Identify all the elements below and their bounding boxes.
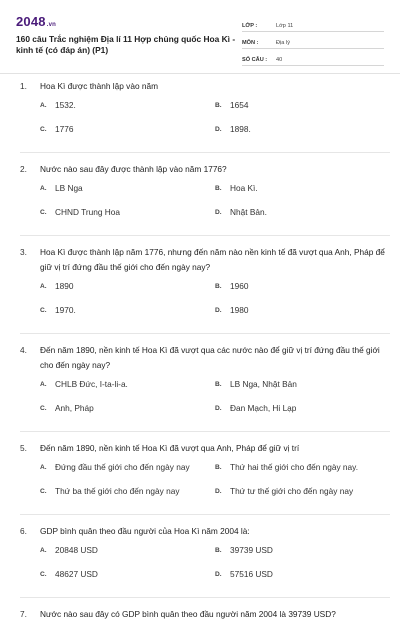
meta-panel (242, 16, 384, 67)
meta-label: LỚP : (242, 23, 258, 29)
option-c[interactable] (40, 484, 215, 508)
option-text: 1970. (55, 305, 76, 315)
option-text: 39739 USD (230, 545, 273, 555)
option-text: 1654 (230, 100, 249, 110)
question-number: 3. (20, 247, 27, 257)
meta-row-count (242, 50, 384, 66)
logo-suffix: .vn (46, 22, 57, 28)
option-b[interactable] (215, 543, 390, 567)
meta-row-subject (242, 33, 384, 49)
question-number: 2. (20, 164, 27, 174)
option-letter: D. (215, 571, 222, 578)
option-text: LB Nga, Nhật Bản (230, 379, 297, 389)
question-text: Đến năm 1890, nền kinh tế Hoa Kì đã vượt qua các nước nào để giữ vị trí đứng đầu thế giới cho đến ngày nay? (40, 345, 380, 370)
option-a[interactable] (40, 98, 215, 122)
meta-row-class (242, 16, 384, 32)
option-letter: A. (40, 547, 47, 554)
question-number: 1. (20, 81, 27, 91)
question-number: 5. (20, 443, 27, 453)
option-a[interactable] (40, 181, 215, 205)
option-text: CHND Trung Hoa (55, 207, 121, 217)
question-5 (20, 441, 390, 515)
question-4 (20, 343, 390, 432)
question-text: Hoa Kì được thành lập vào năm (40, 81, 158, 91)
option-letter: A. (40, 283, 47, 290)
option-b[interactable] (215, 460, 390, 484)
option-letter: D. (215, 488, 222, 495)
logo-main: 2048 (16, 14, 46, 29)
option-c[interactable] (40, 205, 215, 229)
option-b[interactable] (215, 377, 390, 401)
question-7 (20, 607, 390, 628)
option-text: CHLB Đức, I-ta-li-a. (55, 379, 128, 389)
option-text: 1980 (230, 305, 249, 315)
header-divider (0, 73, 400, 74)
option-d[interactable] (215, 484, 390, 508)
question-3 (20, 245, 390, 334)
page-header (16, 12, 384, 70)
option-letter: B. (215, 102, 222, 109)
question-2 (20, 162, 390, 236)
option-d[interactable] (215, 567, 390, 591)
question-text: Hoa Kì được thành lập năm 1776, nhưng đến năm nào nền kinh tế đã vượt qua Anh, Pháp để giữ vị trí đứng đầu thế giới cho đến ngày nay? (40, 247, 385, 272)
option-letter: B. (215, 283, 222, 290)
option-letter: D. (215, 307, 222, 314)
site-logo[interactable] (16, 14, 56, 29)
option-text: 48627 USD (55, 569, 98, 579)
meta-value: Địa lý (276, 40, 290, 46)
option-d[interactable] (215, 303, 390, 327)
meta-value: 40 (276, 57, 283, 63)
option-a[interactable] (40, 460, 215, 484)
option-c[interactable] (40, 567, 215, 591)
option-letter: A. (40, 464, 47, 471)
option-b[interactable] (215, 181, 390, 205)
option-text: Anh, Pháp (55, 403, 94, 413)
option-letter: C. (40, 126, 47, 133)
option-letter: A. (40, 185, 47, 192)
option-c[interactable] (40, 401, 215, 425)
question-text: Đến năm 1890, nền kinh tế Hoa Kì đã vượt qua Anh, Pháp để giữ vị trí (40, 443, 300, 453)
option-letter: C. (40, 307, 47, 314)
question-text: Nước nào sau đây có GDP bình quân theo đầu người năm 2004 là 39739 USD? (40, 609, 336, 619)
option-text: 57516 USD (230, 569, 273, 579)
option-letter: A. (40, 381, 47, 388)
option-text: Hoa Kì. (230, 183, 258, 193)
option-c[interactable] (40, 303, 215, 327)
meta-label: MÔN : (242, 40, 259, 46)
option-letter: A. (40, 102, 47, 109)
option-c[interactable] (40, 122, 215, 146)
option-letter: B. (215, 464, 222, 471)
option-letter: B. (215, 185, 222, 192)
page-title: 160 câu Trắc nghiệm Địa lí 11 Hợp chủng quốc Hoa Kì - kinh tế (có đáp án) (P1) (16, 34, 236, 55)
option-text: Nhật Bản. (230, 207, 267, 217)
question-number: 7. (20, 609, 27, 619)
option-letter: C. (40, 571, 47, 578)
option-letter: C. (40, 209, 47, 216)
option-text: 1532. (55, 100, 76, 110)
option-text: Đứng đầu thế giới cho đến ngày nay (55, 462, 190, 472)
option-text: Thứ tư thế giới cho đến ngày nay (230, 486, 354, 496)
option-text: LB Nga (55, 183, 83, 193)
question-number: 6. (20, 526, 27, 536)
option-b[interactable] (215, 98, 390, 122)
option-a[interactable] (40, 543, 215, 567)
option-letter: D. (215, 126, 222, 133)
option-a[interactable] (40, 377, 215, 401)
option-text: 20848 USD (55, 545, 98, 555)
question-text: Nước nào sau đây được thành lập vào năm 1776? (40, 164, 227, 174)
question-list (20, 79, 390, 637)
option-letter: B. (215, 381, 222, 388)
option-letter: D. (215, 405, 222, 412)
question-6 (20, 524, 390, 598)
option-letter: C. (40, 405, 47, 412)
option-b[interactable] (215, 279, 390, 303)
option-text: Thứ ba thế giới cho đến ngày nay (55, 486, 180, 496)
option-letter: C. (40, 488, 47, 495)
option-d[interactable] (215, 401, 390, 425)
question-1 (20, 79, 390, 153)
option-letter: B. (215, 547, 222, 554)
option-text: 1776 (55, 124, 74, 134)
option-text: 1960 (230, 281, 249, 291)
option-text: Đan Mạch, Hi Lạp (230, 403, 297, 413)
option-text: 1898. (230, 124, 251, 134)
option-d[interactable] (215, 122, 390, 146)
meta-value: Lớp 11 (276, 23, 294, 29)
meta-label: SỐ CÂU : (242, 57, 268, 63)
option-text: Thứ hai thế giới cho đến ngày nay. (230, 462, 358, 472)
question-number: 4. (20, 345, 27, 355)
option-a[interactable] (40, 279, 215, 303)
option-letter: D. (215, 209, 222, 216)
question-text: GDP bình quân theo đầu người của Hoa Kì năm 2004 là: (40, 526, 250, 536)
option-text: 1890 (55, 281, 74, 291)
option-d[interactable] (215, 205, 390, 229)
